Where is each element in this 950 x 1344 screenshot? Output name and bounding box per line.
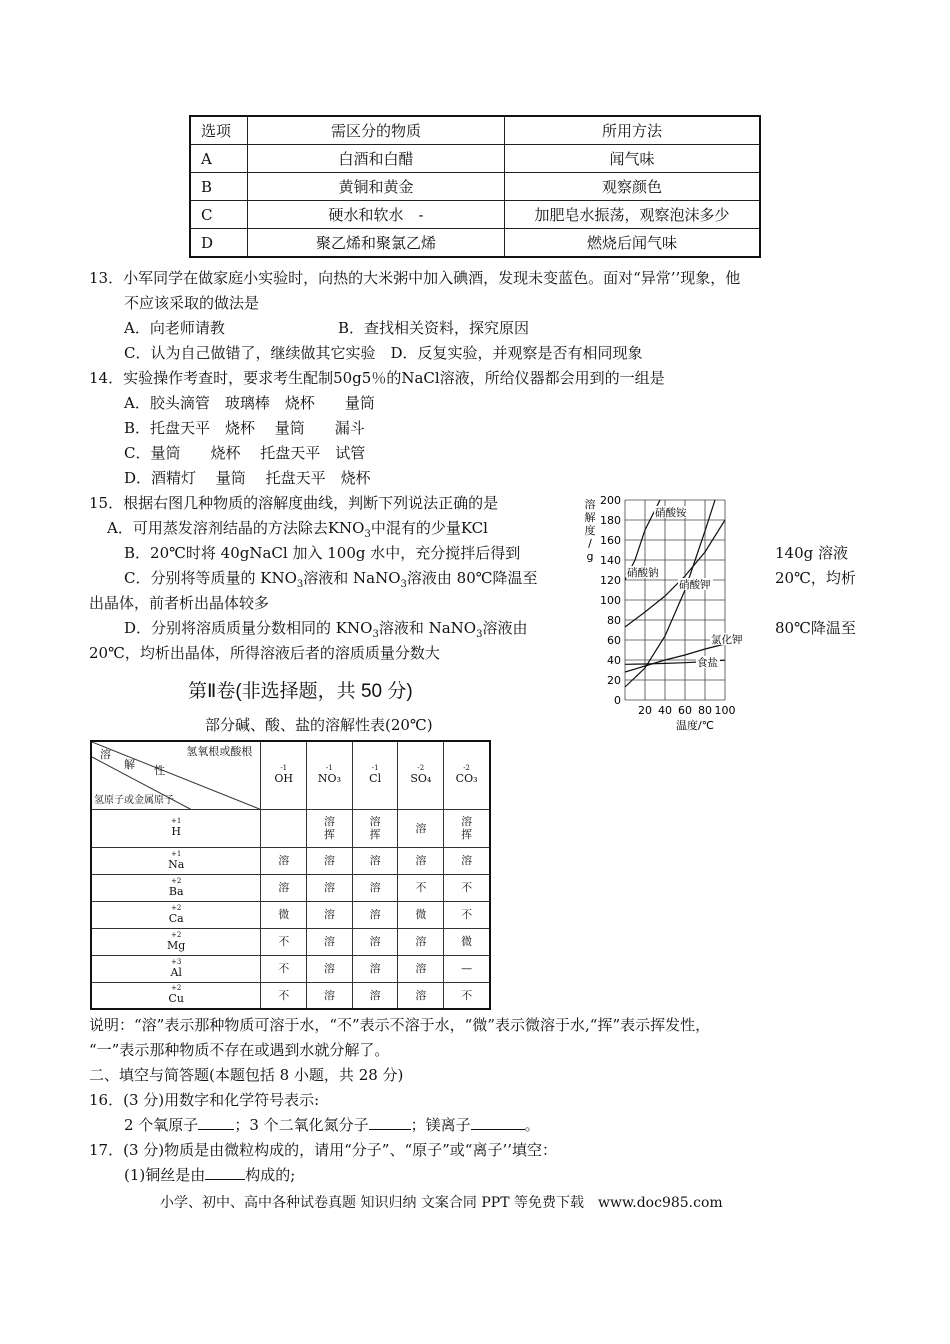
series-label: 硝酸钠 xyxy=(627,567,659,579)
q16-c: ；镁离子 xyxy=(410,1116,471,1134)
corner-mid-label-3: 性 xyxy=(154,764,165,777)
table-cell: 燃烧后闻气味 xyxy=(505,229,761,258)
solubility-cell: 溶 xyxy=(307,928,353,955)
q15-option-d-post: 溶液由 xyxy=(482,619,528,637)
solubility-cell: 不 xyxy=(261,955,307,982)
x-tick-label: 20 xyxy=(638,704,652,717)
y-tick-label: 60 xyxy=(607,634,621,647)
solubility-cell: 溶 xyxy=(307,874,353,901)
answer-blank[interactable] xyxy=(205,1165,245,1180)
q15-option-d-right: 80℃降温至 xyxy=(775,619,856,637)
anion-header xyxy=(352,741,398,809)
series-label: 氯化钾 xyxy=(711,634,743,646)
q17-stem: 17．(3 分)物质是由微粒构成的，请用“分子”、“原子”或“离子’’填空： xyxy=(89,1141,557,1159)
options-table xyxy=(189,115,761,258)
chart-grid xyxy=(625,500,725,700)
x-axis-label: 温度/℃ xyxy=(675,719,715,732)
solubility-cell: 溶 xyxy=(261,847,307,874)
q15-stem: 15．根据右图几种物质的溶解度曲线，判断下列说法正确的是 xyxy=(89,494,499,512)
cation-symbol: H xyxy=(171,825,181,838)
anion-symbol: OH xyxy=(274,772,294,786)
solubility-cell: 溶 xyxy=(352,874,398,901)
y-tick-label: 120 xyxy=(600,574,621,587)
q16-blanks xyxy=(124,1113,540,1137)
anion-header xyxy=(307,741,353,809)
table-row xyxy=(91,809,490,847)
section-title: 第Ⅱ卷(非选择题，共 50 分) xyxy=(188,681,413,702)
table-cell: D xyxy=(190,229,248,258)
solubility-cell: 不 xyxy=(261,982,307,1009)
y-tick-label: 80 xyxy=(607,614,621,627)
corner-top-label: 氢氧根或酸根 xyxy=(186,745,253,758)
y-tick-label: 20 xyxy=(607,674,621,687)
solubility-cell: 溶 xyxy=(352,928,398,955)
solubility-cell: 溶 xyxy=(352,955,398,982)
table-row xyxy=(91,874,490,901)
table-corner-cell xyxy=(91,741,261,809)
subscript: 3 xyxy=(372,629,379,640)
q15-option-d-line2: 20℃，均析出晶体，所得溶液后者的溶质质量分数大 xyxy=(89,644,440,662)
q13-stem-line2: 不应该采取的做法是 xyxy=(124,294,260,312)
charge: +3 xyxy=(171,957,182,966)
solubility-cell: 溶 xyxy=(352,982,398,1009)
solubility-cell: — xyxy=(444,955,490,982)
cation-symbol: Mg xyxy=(167,938,186,952)
q16-a: 2 个氧原子 xyxy=(124,1116,199,1134)
charge: -1 xyxy=(280,764,288,773)
table-header-cell: 需区分的物质 xyxy=(248,116,505,145)
anion-header xyxy=(398,741,444,809)
series-label: 硝酸铵 xyxy=(655,507,687,519)
solubility-cell: 溶 xyxy=(398,982,444,1009)
solubility-cell: 溶 xyxy=(307,901,353,928)
solubility-cell: 溶 xyxy=(352,847,398,874)
q13-stem-line1: 13．小军同学在做家庭小实验时，向热的大米粥中加入碘酒，发现未变蓝色。面对“异常’’现象，他 xyxy=(89,269,741,287)
y-tick-label: 180 xyxy=(600,514,621,527)
table-cell: A xyxy=(190,145,248,173)
cation-cell xyxy=(91,874,261,901)
q15-option-c-post: 溶液由 80℃降温至 xyxy=(406,569,538,587)
solubility-cell: 微 xyxy=(398,901,444,928)
q16-d: 。 xyxy=(524,1116,540,1134)
solubility-cell: 微 xyxy=(261,901,307,928)
table-header-cell: 选项 xyxy=(190,116,248,145)
solubility-cell: 溶 挥 xyxy=(444,809,490,847)
solubility-cell: 溶 xyxy=(307,955,353,982)
solubility-cell: 不 xyxy=(444,874,490,901)
table-cell: B xyxy=(190,173,248,201)
q15-option-d-pre: D．分别将溶质质量分数相同的 KNO xyxy=(124,619,373,637)
solubility-cell: 溶 xyxy=(307,847,353,874)
table-cell: 白酒和白醋 xyxy=(248,145,505,173)
q14-stem: 14．实验操作考查时，要求考生配制50g5％的NaCl溶液，所给仪器都会用到的一组是 xyxy=(89,369,665,387)
part2-heading: 二、填空与简答题(本题包括 8 小题，共 28 分) xyxy=(89,1066,404,1084)
table-header-row xyxy=(190,116,760,145)
cation-cell xyxy=(91,928,261,955)
solubility-cell: 溶 xyxy=(352,901,398,928)
table-cell: 闻气味 xyxy=(505,145,761,173)
q13-option-cd: C．认为自己做错了，继续做其它实验 D．反复实验，并观察是否有相同现象 xyxy=(124,344,643,362)
solubility-table xyxy=(90,740,491,1010)
charge: +2 xyxy=(171,876,182,885)
q16-stem: 16．(3 分)用数字和化学符号表示: xyxy=(89,1091,320,1109)
solubility-chart xyxy=(580,490,760,735)
charge: -1 xyxy=(371,764,379,773)
subscript: 3 xyxy=(476,629,483,640)
anion-symbol: NO₃ xyxy=(317,772,341,786)
cation-cell xyxy=(91,982,261,1009)
y-axis-label-char: / xyxy=(588,537,592,550)
solubility-cell: 溶 xyxy=(398,955,444,982)
table-header-cell: 所用方法 xyxy=(505,116,761,145)
q15-option-c-mid: 溶液和 NaNO xyxy=(303,569,401,587)
solubility-cell: 溶 挥 xyxy=(307,809,353,847)
anion-symbol: SO₄ xyxy=(410,772,432,786)
solubility-cell: 溶 xyxy=(261,874,307,901)
cation-symbol: Al xyxy=(170,965,182,979)
q14-option-a: A．胶头滴管 玻璃棒 烧杯 量筒 xyxy=(124,394,375,412)
charge: -2 xyxy=(417,764,425,773)
charge: -1 xyxy=(326,764,333,773)
q15-option-d-mid: 溶液和 NaNO xyxy=(378,619,477,637)
charge: +1 xyxy=(171,849,182,858)
q15-option-c-right: 20℃，均析 xyxy=(775,569,856,587)
y-tick-label: 140 xyxy=(600,554,621,567)
answer-blank[interactable] xyxy=(471,1115,525,1130)
q15-option-a-pre: A．可用蒸发溶剂结晶的方法除去KNO xyxy=(107,519,365,537)
q15-option-c-line2: 出晶体，前者析出晶体较多 xyxy=(89,594,270,612)
subscript: 3 xyxy=(400,579,407,590)
charge: +2 xyxy=(171,930,182,939)
table-row xyxy=(91,982,490,1009)
solubility-table-title: 部分碱、酸、盐的溶解性表(20℃) xyxy=(205,716,433,734)
x-tick-label: 40 xyxy=(658,704,672,717)
table-row xyxy=(91,901,490,928)
anion-symbol: CO₃ xyxy=(455,772,478,786)
table-row xyxy=(91,955,490,982)
table-row xyxy=(91,847,490,874)
cation-symbol: Ba xyxy=(168,884,184,898)
q14-option-d: D．酒精灯 量筒 托盘天平 烧杯 xyxy=(124,469,371,487)
q15-option-b-right: 140g 溶液 xyxy=(775,544,849,562)
solubility-cell: 溶 xyxy=(398,809,444,847)
table-row xyxy=(91,928,490,955)
solubility-cell: 微 xyxy=(444,928,490,955)
charge: +2 xyxy=(171,984,182,993)
table-header-row xyxy=(91,741,490,809)
table-cell: 硬水和软水 - xyxy=(248,201,505,229)
table-row xyxy=(190,229,760,258)
charge: -2 xyxy=(463,764,471,773)
charge: +1 xyxy=(171,817,182,825)
corner-mid-label-1: 溶 xyxy=(100,748,111,761)
y-axis-label-char: 溶 xyxy=(584,498,596,511)
x-tick-label: 80 xyxy=(698,704,712,717)
q17-a-post: 构成的; xyxy=(245,1166,296,1184)
table-cell: 黄铜和黄金 xyxy=(248,173,505,201)
solubility-cell: 溶 xyxy=(307,982,353,1009)
corner-bottom-label: 氢原子或金属原子 xyxy=(94,794,174,806)
q13-option-a: A．向老师请教 xyxy=(124,319,225,337)
series-label: 硝酸钾 xyxy=(679,579,711,591)
y-axis-label-char: 度 xyxy=(584,524,596,537)
table-cell: C xyxy=(190,201,248,229)
series-label: 食盐 xyxy=(697,657,718,669)
y-tick-label: 0 xyxy=(614,694,621,707)
subscript: 3 xyxy=(296,579,304,590)
q17-a-pre: (1)铜丝是由 xyxy=(124,1166,206,1184)
q15-option-b-left: B．20℃时将 40gNaCl 加入 100g 水中，充分搅拌后得到 xyxy=(124,544,521,562)
cation-cell xyxy=(91,901,261,928)
solubility-cell: 不 xyxy=(444,901,490,928)
footer: 小学、初中、高中各种试卷真题 知识归纳 文案合同 PPT 等免费下载 www.doc985.com xyxy=(160,1195,723,1211)
table-cell: 观察颜色 xyxy=(505,173,761,201)
q17-part1 xyxy=(124,1163,295,1187)
cation-cell xyxy=(91,847,261,874)
q15-option-a-post: 中混有的少量KCl xyxy=(370,519,488,537)
y-tick-label: 160 xyxy=(600,534,621,547)
cation-cell xyxy=(91,955,261,982)
corner-mid-label-2: 解 xyxy=(124,758,135,771)
y-tick-label: 40 xyxy=(607,654,621,667)
subscript: 3 xyxy=(364,529,371,540)
q13-option-b: B．查找相关资料，探究原因 xyxy=(338,319,530,337)
anion-symbol: Cl xyxy=(369,772,382,786)
table-row xyxy=(190,201,760,229)
y-axis-label-char: g xyxy=(586,550,594,563)
q14-option-c: C．量筒 烧杯 托盘天平 试管 xyxy=(124,444,366,462)
table-row xyxy=(190,173,760,201)
q16-b: ；3 个二氧化氮分子 xyxy=(234,1116,369,1134)
cation-symbol: Ca xyxy=(168,911,184,925)
solubility-cell: 溶 xyxy=(398,928,444,955)
solubility-cell: 不 xyxy=(398,874,444,901)
charge: +2 xyxy=(171,903,182,912)
y-axis-label-char: 解 xyxy=(584,511,596,524)
solubility-cell: 溶 挥 xyxy=(352,809,398,847)
answer-blank[interactable] xyxy=(198,1115,234,1130)
y-tick-label: 200 xyxy=(600,494,621,507)
solubility-cell xyxy=(261,809,307,847)
anion-header xyxy=(444,741,490,809)
cation-cell xyxy=(91,809,261,847)
cation-symbol: Na xyxy=(168,857,185,871)
x-tick-label: 60 xyxy=(678,704,692,717)
solubility-cell: 不 xyxy=(444,982,490,1009)
x-tick-label: 100 xyxy=(714,704,736,717)
anion-header xyxy=(261,741,307,809)
solubility-cell: 溶 xyxy=(398,847,444,874)
q15-option-c-pre: C．分别将等质量的 KNO xyxy=(124,569,297,587)
answer-blank[interactable] xyxy=(369,1115,411,1130)
table-row xyxy=(190,145,760,173)
note-line1: 说明：“溶”表示那种物质可溶于水，“不”表示不溶于水，“微”表示微溶于水,“挥”表示挥发性， xyxy=(89,1016,711,1034)
table-cell: 聚乙烯和聚氯乙烯 xyxy=(248,229,505,258)
q14-option-b: B．托盘天平 烧杯 量筒 漏斗 xyxy=(124,419,365,437)
note-line2: “一”表示那种物质不存在或遇到水就分解了。 xyxy=(89,1041,390,1059)
solubility-cell: 不 xyxy=(261,928,307,955)
y-tick-label: 100 xyxy=(600,594,621,607)
solubility-cell: 溶 xyxy=(444,847,490,874)
table-cell: 加肥皂水振荡，观察泡沫多少 xyxy=(505,201,761,229)
cation-symbol: Cu xyxy=(168,992,184,1006)
